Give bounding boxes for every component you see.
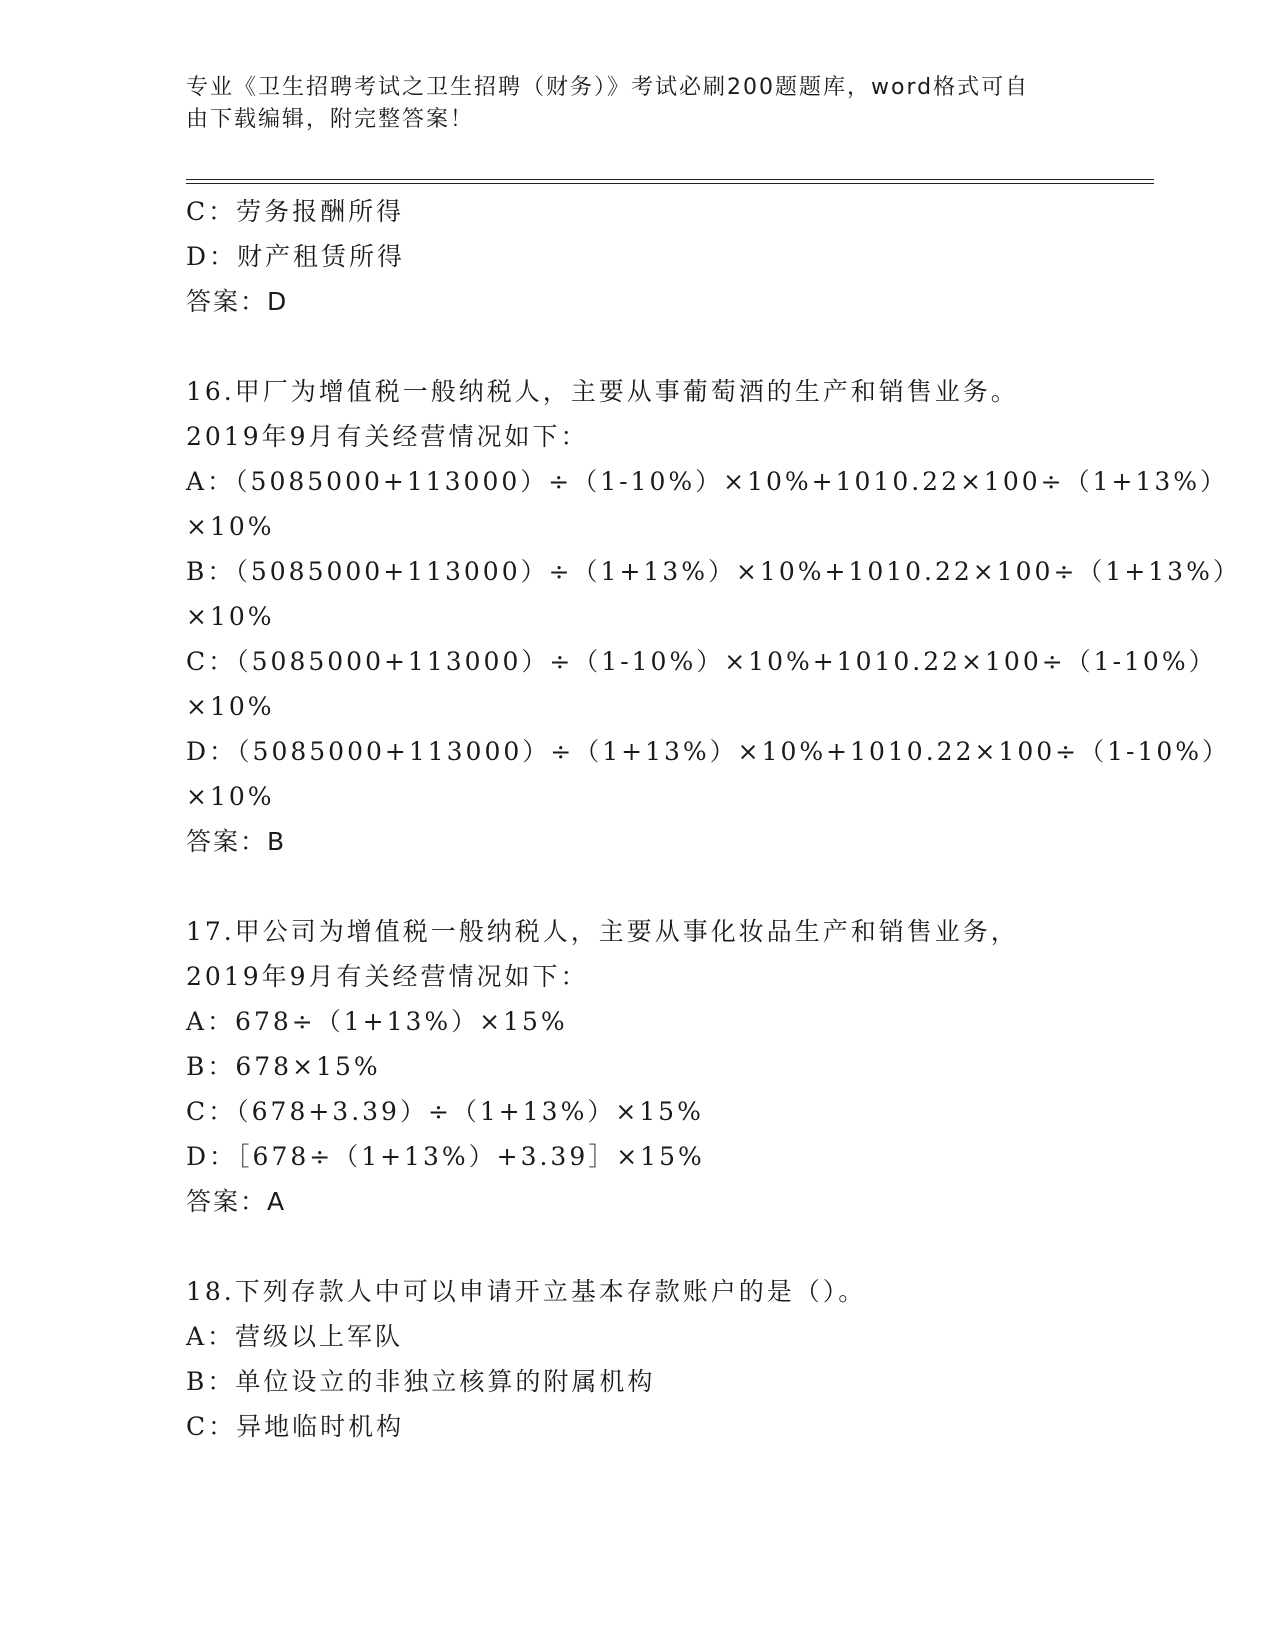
answer: 答案：B (186, 827, 287, 856)
question-18 (186, 1269, 1154, 1449)
option-a: A：（5085000+113000）÷（1-10%）×10%+1010.22×100÷（1+13%） (186, 467, 1229, 496)
option-b: B：678×15% (186, 1052, 381, 1081)
header-divider-bottom (186, 183, 1154, 184)
question-16 (186, 369, 1241, 864)
option-b: B：（5085000+113000）÷（1+13%）×10%+1010.22×100÷（1+13%） (186, 557, 1241, 586)
question-stem: 18.下列存款人中可以申请开立基本存款账户的是（）。 (186, 1277, 867, 1306)
option-c: C：劳务报酬所得 (186, 197, 405, 226)
option-a-continued: ×10% (186, 512, 275, 541)
question-stem-continued: 2019年9月有关经营情况如下： (186, 422, 589, 451)
option-d: D：（5085000+113000）÷（1+13%）×10%+1010.22×100÷（1-10%） (186, 737, 1231, 766)
answer: 答案：A (186, 1187, 287, 1216)
question-list (186, 189, 1241, 1449)
question-17 (186, 909, 1154, 1224)
option-d: D：财产租赁所得 (186, 242, 406, 271)
answer: 答案：D (186, 287, 289, 316)
question-15 (186, 189, 1154, 324)
option-d-continued: ×10% (186, 782, 275, 811)
question-stem: 16.甲厂为增值税一般纳税人，主要从事葡萄酒的生产和销售业务。 (186, 377, 1019, 406)
header-line-2: 由下载编辑，附完整答案！ (186, 107, 475, 132)
option-c-continued: ×10% (186, 692, 275, 721)
option-a: A：678÷（1+13%）×15% (186, 1007, 568, 1036)
option-d: D：［678÷（1+13%）+3.39］×15% (186, 1142, 705, 1171)
option-b-continued: ×10% (186, 602, 275, 631)
spacer (186, 1224, 1154, 1269)
question-stem: 17.甲公司为增值税一般纳税人，主要从事化妆品生产和销售业务， (186, 917, 1019, 946)
spacer (186, 864, 1154, 909)
option-c: C：异地临时机构 (186, 1412, 405, 1441)
header-divider-top (186, 179, 1154, 180)
question-stem-continued: 2019年9月有关经营情况如下： (186, 962, 589, 991)
header-line-1: 专业《卫生招聘考试之卫生招聘（财务）》考试必刷200题题库，word格式可自 (186, 75, 1030, 100)
spacer (186, 324, 1154, 369)
option-c: C：（5085000+113000）÷（1-10%）×10%+1010.22×100÷（1-10%） (186, 647, 1217, 676)
option-a: A：营级以上军队 (186, 1322, 404, 1351)
document-header (186, 72, 1086, 136)
option-c: C：（678+3.39）÷（1+13%）×15% (186, 1097, 704, 1126)
option-b: B：单位设立的非独立核算的附属机构 (186, 1367, 656, 1396)
